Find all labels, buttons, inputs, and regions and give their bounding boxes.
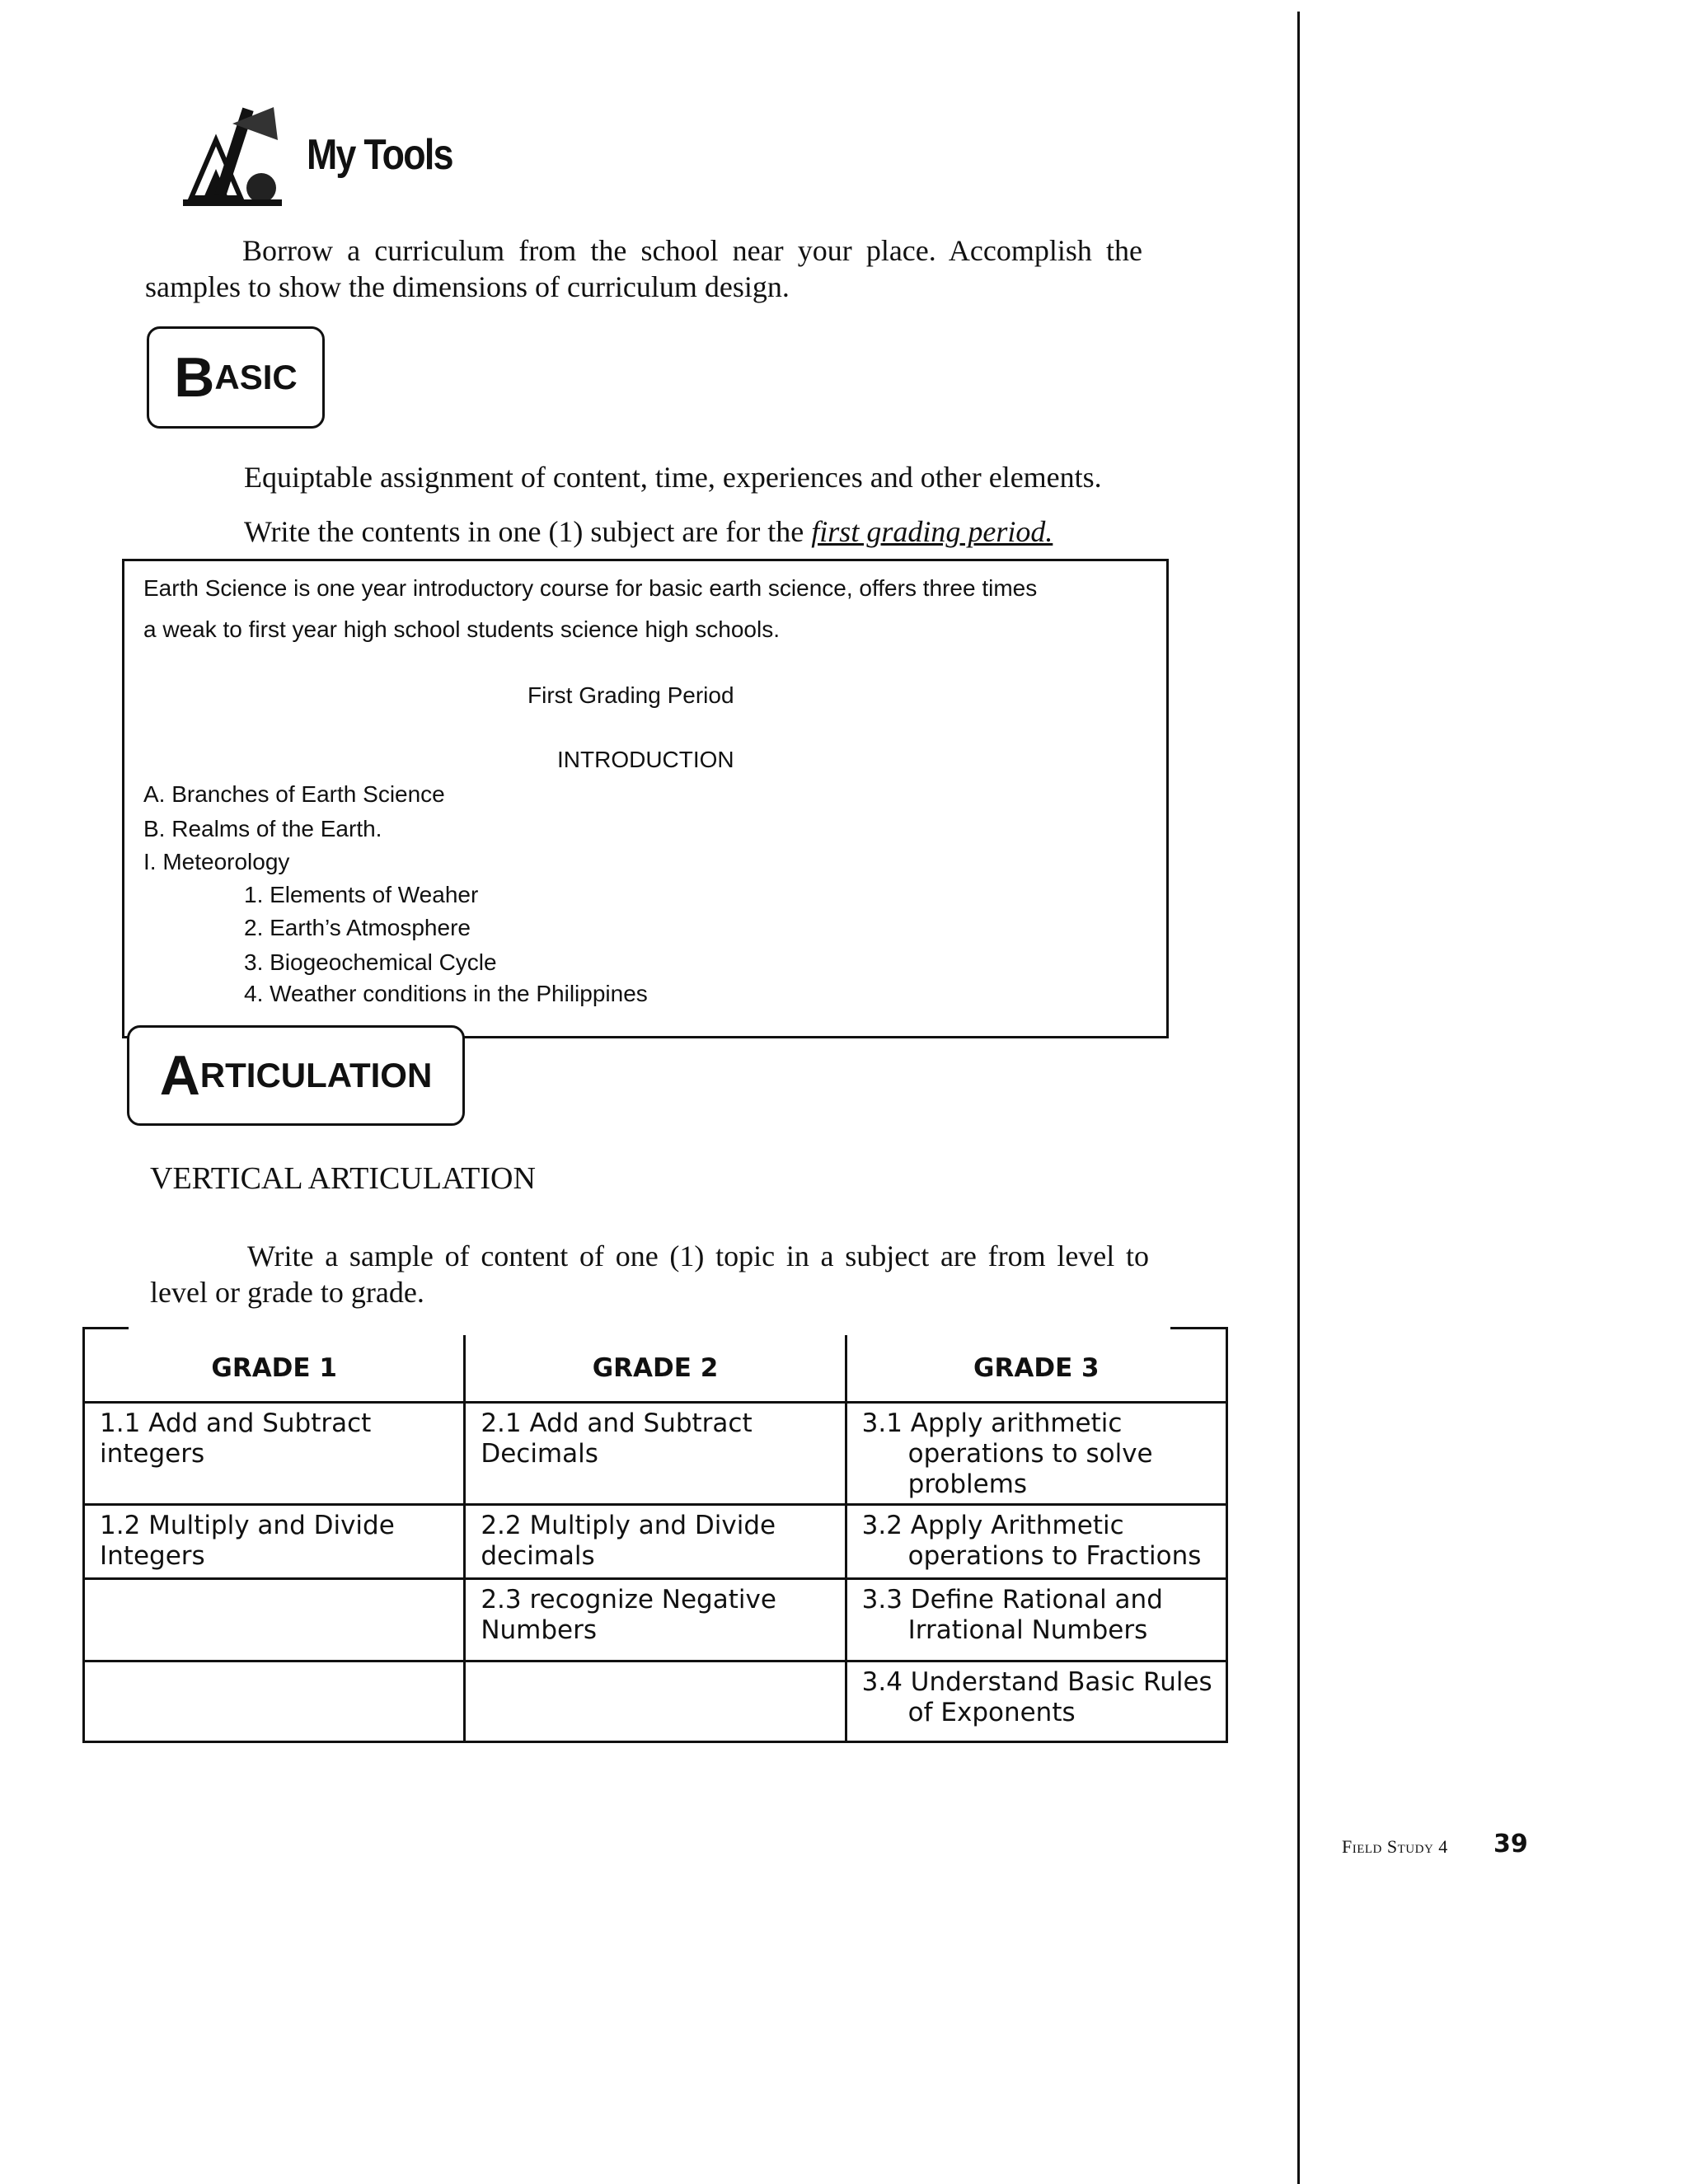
- table-cell: [84, 1661, 465, 1742]
- table-cell: 1.2 Multiply and Divide Integers: [84, 1505, 465, 1579]
- outline-item: A. Branches of Earth Science: [143, 781, 445, 807]
- table-header-row: [84, 1335, 1227, 1403]
- table-cell-text: 3.1 Apply arithmetic operations to solve problems: [861, 1408, 1153, 1499]
- table-row: [84, 1661, 1227, 1742]
- basic-badge-rest: ASIC: [214, 358, 298, 396]
- table-cell: [465, 1661, 846, 1742]
- section-title: My Tools: [307, 131, 452, 179]
- table-cell: 2.2 Multiply and Divide decimals: [465, 1505, 846, 1579]
- articulation-badge-rest: RTICULATION: [199, 1056, 433, 1094]
- first-grading-period-link: first grading period.: [811, 515, 1053, 548]
- table-cell-text: 3.2 Apply Arithmetic operations to Fractions: [861, 1511, 1202, 1571]
- outline-subitem: 2. Earth’s Atmosphere: [244, 915, 471, 940]
- articulation-badge: [127, 1025, 465, 1126]
- intro-paragraph: [145, 232, 1142, 305]
- table-cell: [846, 1403, 1226, 1505]
- articulation-line-2: level or grade to grade.: [150, 1276, 424, 1309]
- table-cell: 1.1 Add and Subtract integers: [84, 1403, 465, 1505]
- tools-icon: [183, 91, 282, 210]
- basic-instruction: [244, 514, 1053, 549]
- table-row: [84, 1403, 1227, 1505]
- basic-badge: [147, 326, 325, 429]
- page-number: 39: [1493, 1830, 1528, 1858]
- articulation-line-1: Write a sample of content of one (1) topic in a subject are from level to: [247, 1240, 1149, 1272]
- course-description-line-2: a weak to first year high school students science high schools.: [143, 616, 780, 642]
- table-cell-text: 3.3 Define Rational and Irrational Numbers: [861, 1585, 1163, 1645]
- grade-3-header: GRADE 3: [846, 1335, 1226, 1403]
- articulation-badge-initial: A: [159, 1044, 200, 1107]
- outline-item: I. Meteorology: [143, 849, 290, 874]
- footer-label: Field Study 4: [1342, 1836, 1448, 1857]
- outline-subitem: 1. Elements of Weaher: [244, 882, 479, 907]
- grade-1-header: GRADE 1: [84, 1335, 465, 1403]
- table-cell: [84, 1579, 465, 1661]
- table-cell-text: 3.4 Understand Basic Rules of Exponents: [861, 1667, 1212, 1727]
- grades-table: [82, 1335, 1228, 1743]
- grade-2-header: GRADE 2: [465, 1335, 846, 1403]
- table-cell: 2.1 Add and Subtract Decimals: [465, 1403, 846, 1505]
- table-cell: 2.3 recognize Negative Numbers: [465, 1579, 846, 1661]
- outline-subitem: 3. Biogeochemical Cycle: [244, 949, 497, 975]
- table-cell: [846, 1579, 1226, 1661]
- course-description-line-1: Earth Science is one year introductory course for basic earth science, offers three times: [143, 575, 1038, 601]
- table-cell: [846, 1505, 1226, 1579]
- table-top-border-left: [82, 1327, 129, 1329]
- table-top-border-right: [1170, 1327, 1228, 1329]
- intro-line-1: Borrow a curriculum from the school near your place. Accomplish the: [242, 234, 1142, 267]
- table-cell: [846, 1661, 1226, 1742]
- table-row: [84, 1579, 1227, 1661]
- basic-badge-initial: B: [174, 346, 215, 409]
- basic-description: Equiptable assignment of content, time, experiences and other elements.: [244, 461, 1102, 494]
- introduction-heading: INTRODUCTION: [557, 747, 734, 772]
- grading-period-title: First Grading Period: [528, 682, 734, 708]
- vertical-articulation-heading: VERTICAL ARTICULATION: [150, 1161, 536, 1196]
- basic-instruction-text: Write the contents in one (1) subject are for the: [244, 515, 812, 548]
- articulation-instruction: [150, 1238, 1149, 1310]
- margin-rule: [1297, 12, 1300, 2184]
- intro-line-2: samples to show the dimensions of curriculum design.: [145, 270, 790, 303]
- table-row: [84, 1505, 1227, 1579]
- outline-subitem: 4. Weather conditions in the Philippines: [244, 981, 648, 1006]
- outline-item: B. Realms of the Earth.: [143, 816, 382, 841]
